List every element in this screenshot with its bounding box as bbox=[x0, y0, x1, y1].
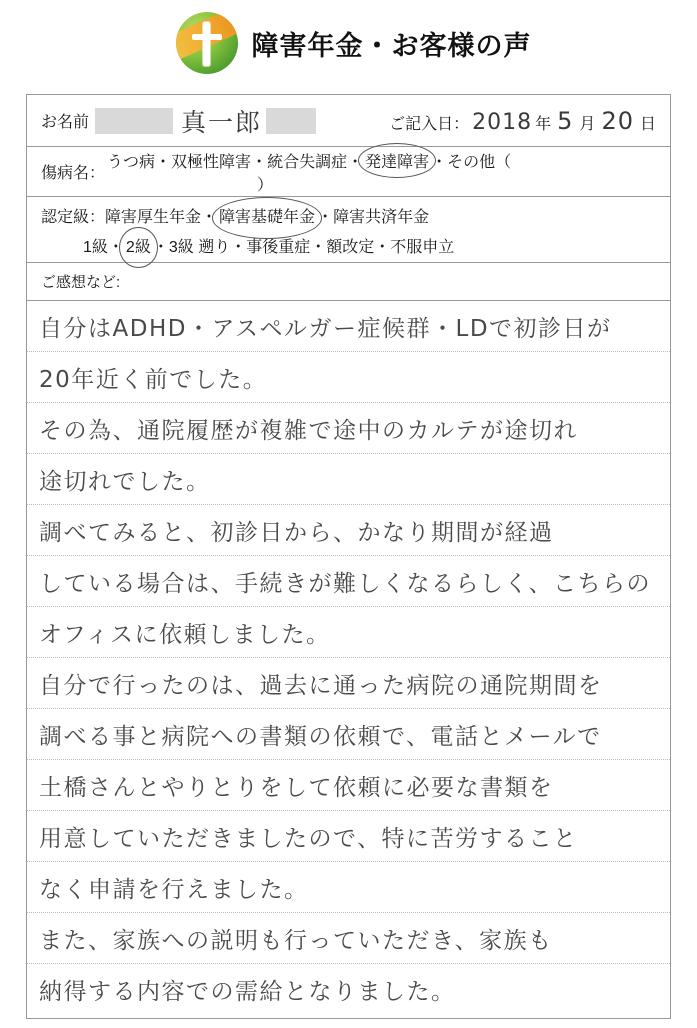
handwritten-line: 納得する内容での需給となりました。 bbox=[39, 979, 456, 1005]
grade-option-level2-selected[interactable]: 2級 bbox=[124, 233, 153, 263]
handwritten-line: している場合は、手続きが難しくなるらしく、こちらの bbox=[27, 556, 670, 607]
handwritten-line: 用意していただきましたので、特に苦労すること bbox=[27, 811, 670, 862]
handwritten-name: 真一郎 bbox=[181, 107, 263, 137]
redaction-block-suffix bbox=[266, 108, 316, 134]
handwritten-comment-area bbox=[27, 301, 670, 1015]
grade-row bbox=[27, 197, 670, 263]
entry-date-year: 2018 bbox=[472, 109, 533, 135]
green-circle-leaf-logo-icon bbox=[176, 12, 238, 74]
grade-option-kyosai[interactable]: 障害共済年金 bbox=[333, 209, 430, 226]
handwritten-line: 調べてみると、初診日から、かなり期間が経過 bbox=[27, 505, 670, 556]
questionnaire-form bbox=[26, 94, 671, 1019]
month-unit: 月 bbox=[579, 115, 596, 133]
impression-label-row bbox=[27, 263, 670, 301]
entry-date-month: 5 bbox=[557, 106, 574, 135]
day-unit: 日 bbox=[639, 115, 656, 133]
handwritten-line: 途切れでした。 bbox=[27, 454, 670, 505]
entry-date-day: 20 bbox=[601, 106, 634, 135]
disease-option-depression[interactable]: うつ病 bbox=[107, 153, 156, 171]
entry-date-group bbox=[389, 107, 656, 135]
handwritten-line: 土橋さんとやりとりをして依頼に必要な書類を bbox=[27, 760, 670, 811]
grade-label: 認定級： bbox=[41, 209, 106, 226]
grade-option-amount-revision[interactable]: 額改定 bbox=[326, 238, 375, 256]
disease-close-paren: ） bbox=[257, 176, 274, 194]
disease-option-developmental-selected[interactable]: 発達障害 bbox=[363, 149, 431, 172]
impression-label: ご感想など: bbox=[41, 274, 121, 291]
handwritten-line: 自分はADHD・アスペルガー症候群・LDで初診日が bbox=[27, 301, 670, 352]
grade-option-retroactive[interactable]: 遡り bbox=[198, 238, 231, 256]
handwritten-line: 調べる事と病院への書類の依頼で、電話とメールで bbox=[27, 709, 670, 760]
handwritten-line: その為、通院履歴が複雑で途中のカルテが途切れ bbox=[27, 403, 670, 454]
handwritten-line: 20年近く前でした。 bbox=[27, 352, 670, 403]
redaction-block-surname bbox=[95, 108, 173, 134]
page-title: 障害年金・お客様の声 bbox=[251, 30, 532, 61]
year-unit: 年 bbox=[535, 115, 552, 133]
name-label: お名前 bbox=[41, 114, 90, 131]
grade-line-2: 1級・ 2級 ・3級 遡り・事後重症・額改定・不服申立 bbox=[41, 233, 656, 263]
handwritten-line: オフィスに依頼しました。 bbox=[27, 607, 670, 658]
disease-option-bipolar[interactable]: 双極性障害 bbox=[171, 153, 252, 171]
grade-option-kiso-selected[interactable]: 障害基礎年金 bbox=[217, 203, 317, 233]
handwritten-line: また、家族への説明も行っていただき、家族も bbox=[27, 913, 670, 964]
disease-option-schizophrenia[interactable]: 統合失調症 bbox=[267, 153, 348, 171]
handwritten-line: 自分で行ったのは、過去に通った病院の通院期間を bbox=[27, 658, 670, 709]
grade-option-appeal[interactable]: 不服申立 bbox=[390, 238, 455, 256]
disease-option-other[interactable]: その他（ bbox=[447, 153, 512, 171]
entry-date-label: ご記入日： bbox=[389, 115, 470, 133]
disease-options: うつ病・双極性障害・統合失調症・ 発達障害 ・その他（） bbox=[107, 149, 656, 195]
grade-option-kosei[interactable]: 障害厚生年金 bbox=[105, 209, 202, 226]
grade-option-level3[interactable]: 3級 bbox=[168, 238, 194, 256]
disease-row bbox=[27, 147, 670, 197]
handwritten-line: なく申請を行えました。 bbox=[27, 862, 670, 913]
page-header bbox=[0, 0, 697, 86]
grade-option-level1[interactable]: 1級 bbox=[83, 238, 108, 256]
name-date-row bbox=[27, 95, 670, 147]
grade-line-1: 認定級：障害厚生年金・ 障害基礎年金 ・障害共済年金 bbox=[41, 203, 656, 233]
disease-label: 傷病名： bbox=[41, 165, 106, 182]
grade-option-post-aggravation[interactable]: 事後重症 bbox=[246, 238, 311, 256]
